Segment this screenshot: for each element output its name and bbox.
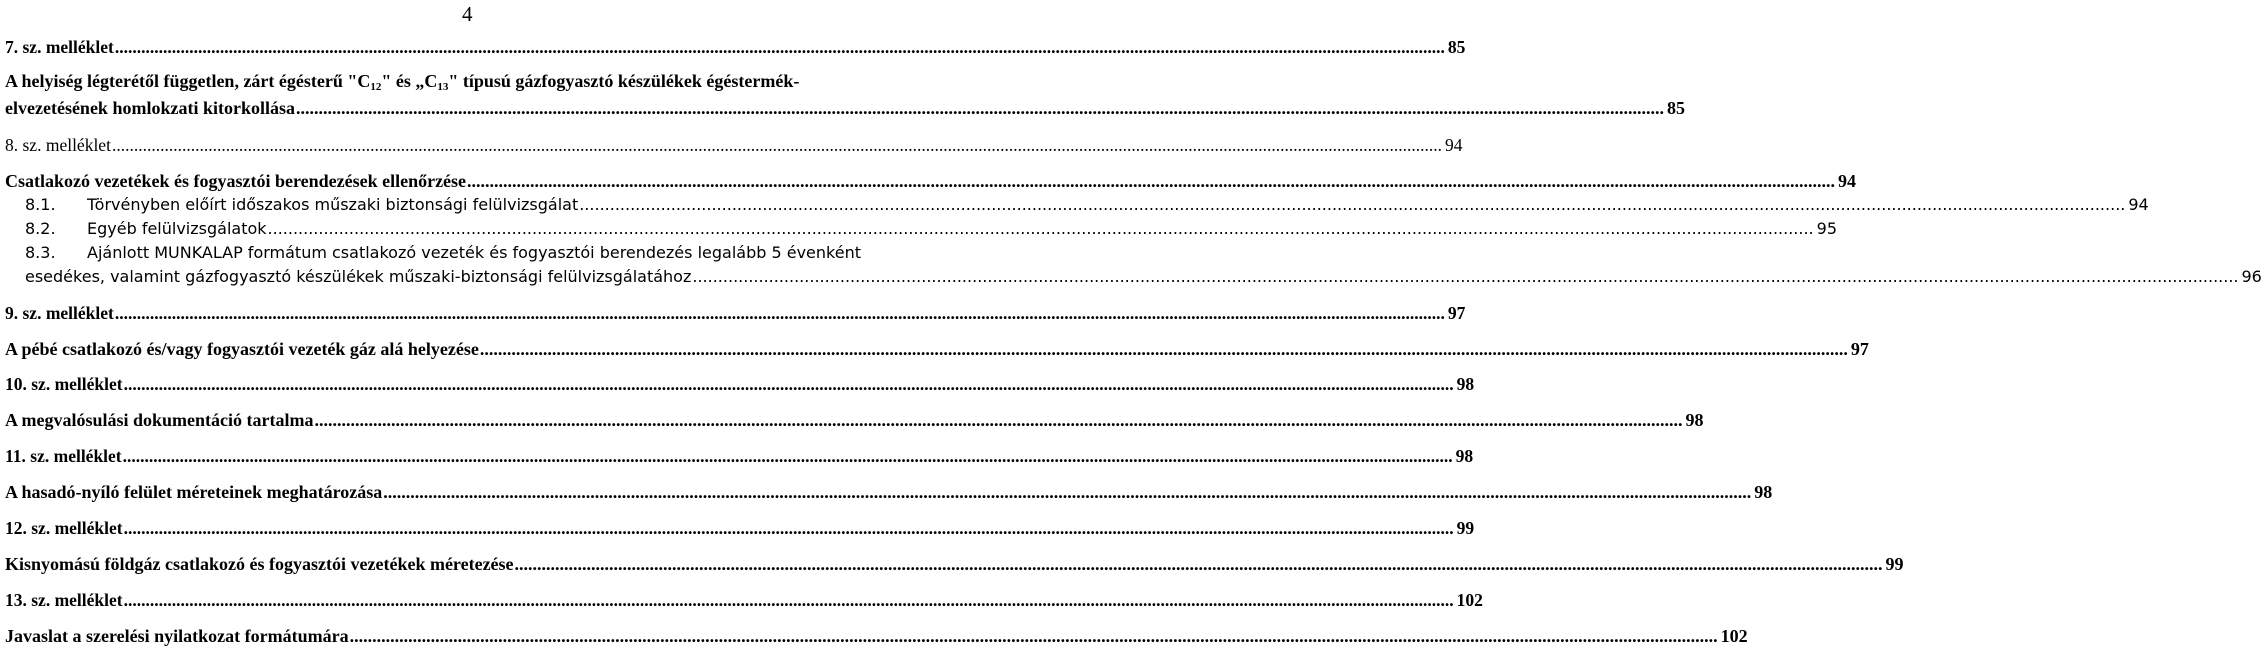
toc-entry-page: 98 xyxy=(1456,374,1475,394)
toc-entry-as-built-docs[interactable] xyxy=(5,410,1704,431)
toc-entry-number: 8.3. xyxy=(25,243,56,262)
dot-leader xyxy=(123,374,1455,395)
toc-entry-number: 8.1. xyxy=(25,195,56,214)
toc-entry-page: 94 xyxy=(1838,171,1857,191)
toc-entry-title: Csatlakozó vezetékek és fogyasztói berendezések ellenőrzése xyxy=(5,171,467,191)
toc-entry-vent-surface[interactable] xyxy=(5,482,1773,503)
toc-entry-page: 94 xyxy=(2128,195,2149,214)
toc-entry-page: 99 xyxy=(1885,554,1904,574)
dot-leader xyxy=(114,37,1446,58)
toc-entry-title: elvezetésének homlokzati kitorkollása xyxy=(5,98,295,118)
toc-entry-page: 97 xyxy=(1850,339,1869,359)
toc-entry-title: Egyéb felülvizsgálatok xyxy=(87,219,267,238)
toc-entry-title: Kisnyomású földgáz csatlakozó és fogyasztói vezetékek méretezése xyxy=(5,554,514,574)
dot-leader xyxy=(578,195,2126,214)
toc-entry-annex-8[interactable] xyxy=(5,135,1463,156)
toc-entry-page: 97 xyxy=(1447,303,1466,323)
toc-entry-low-pressure-sizing[interactable] xyxy=(5,554,1904,575)
toc-entry-8-3-line1[interactable] xyxy=(25,243,955,262)
dot-leader xyxy=(691,267,2239,286)
dot-leader xyxy=(267,219,1815,238)
dot-leader xyxy=(114,303,1446,324)
toc-entry-title: 12. sz. melléklet xyxy=(5,518,123,538)
toc-entry-flue-title-line1[interactable]: A helyiség légterétől független, zárt égésterű "$C_{12}$" és $„C_{13}$" típusú gázfogyasztó készülékek égéstermék- xyxy=(5,71,800,93)
toc-entry-title: 10. sz. melléklet xyxy=(5,374,123,394)
toc-entry-8-2[interactable] xyxy=(25,219,1837,238)
dot-leader xyxy=(123,518,1455,539)
toc-entry-page: 96 xyxy=(2241,267,2262,286)
toc-entry-page: 99 xyxy=(1456,518,1475,538)
dot-leader xyxy=(111,135,1443,156)
dot-leader xyxy=(314,410,1684,431)
dot-leader xyxy=(382,482,1752,503)
dot-leader xyxy=(479,339,1849,360)
toc-entry-inspection[interactable] xyxy=(5,171,1857,192)
toc-entry-title: A megvalósulási dokumentáció tartalma xyxy=(5,410,314,430)
toc-entry-title: A pébé csatlakozó és/vagy fogyasztói vezeték gáz alá helyezése xyxy=(5,339,479,359)
toc-entry-title: 13. sz. melléklet xyxy=(5,590,123,610)
toc-entry-annex-11[interactable] xyxy=(5,446,1474,467)
toc-entry-title: Ajánlott MUNKALAP formátum csatlakozó vezeték és fogyasztói berendezés legalább 5 évenként xyxy=(87,243,861,262)
toc-entry-8-1[interactable] xyxy=(25,195,2149,214)
dot-leader xyxy=(122,446,1454,467)
toc-entry-page: 102 xyxy=(1456,590,1483,610)
toc-entry-number: 8.2. xyxy=(25,219,56,238)
toc-entry-title: 7. sz. melléklet xyxy=(5,37,114,57)
toc-entry-page: 98 xyxy=(1754,482,1773,502)
toc-entry-annex-7[interactable] xyxy=(5,37,1466,58)
dot-leader xyxy=(466,171,1836,192)
toc-entry-annex-10[interactable] xyxy=(5,374,1475,395)
dot-leader xyxy=(349,626,1719,647)
toc-entry-annex-9[interactable] xyxy=(5,303,1466,324)
toc-entry-title: A hasadó-nyíló felület méreteinek meghatározása xyxy=(5,482,383,502)
toc-entry-title: esedékes, valamint gázfogyasztó készülékek műszaki-biztonsági felülvizsgálatához xyxy=(25,267,692,286)
toc-entry-title: 8. sz. melléklet xyxy=(5,135,111,155)
toc-entry-page: 85 xyxy=(1666,98,1685,118)
toc-entry-lpg-commissioning[interactable] xyxy=(5,339,1869,360)
toc-entry-page: 94 xyxy=(1444,135,1463,155)
toc-entry-title: 9. sz. melléklet xyxy=(5,303,114,323)
page-number: 4 xyxy=(462,2,473,26)
toc-entry-page: 95 xyxy=(1816,219,1837,238)
toc-entry-title: 11. sz. melléklet xyxy=(5,446,122,466)
toc-entry-page: 98 xyxy=(1455,446,1474,466)
dot-leader xyxy=(514,554,1884,575)
toc-entry-annex-12[interactable] xyxy=(5,518,1475,539)
toc-entry-page: 98 xyxy=(1685,410,1704,430)
dot-leader xyxy=(295,98,1665,119)
toc-entry-installation-declaration[interactable] xyxy=(5,626,1748,647)
toc-entry-flue-title-line2[interactable] xyxy=(5,98,1685,119)
toc-entry-title: Törvényben előírt időszakos műszaki biztonsági felülvizsgálat xyxy=(87,195,579,214)
toc-entry-8-3-line2[interactable] xyxy=(25,267,2262,286)
toc-entry-title: Javaslat a szerelési nyilatkozat formátumára xyxy=(5,626,349,646)
toc-entry-annex-13[interactable] xyxy=(5,590,1483,611)
toc-entry-page: 102 xyxy=(1720,626,1748,646)
toc-entry-page: 85 xyxy=(1447,37,1466,57)
dot-leader xyxy=(123,590,1455,611)
